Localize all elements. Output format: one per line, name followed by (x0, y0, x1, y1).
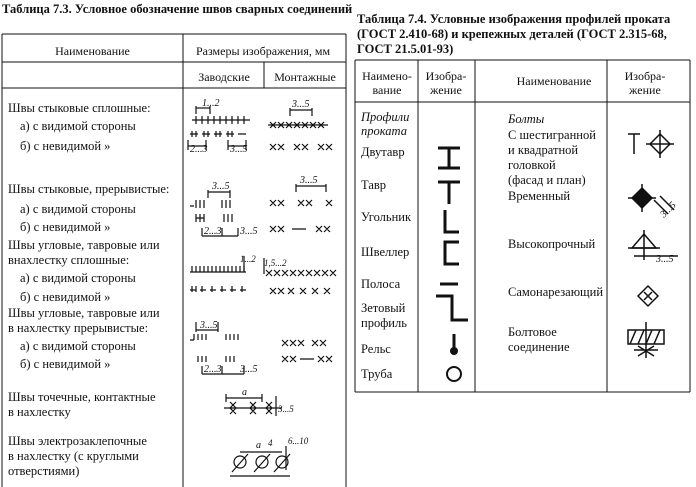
t74-frame (355, 60, 690, 392)
t73-row2-a: а) с видимой стороны (20, 202, 136, 216)
t73-header-sizes: Размеры изображения, мм (195, 44, 331, 58)
table-7-4-caption-3: ГОСТ 21.5.01-93) (357, 42, 454, 56)
profile-symbols (436, 148, 468, 381)
weld-fillet-solid (190, 256, 336, 294)
t73-row2-title: Швы стыковые, прерывистые: (8, 182, 170, 196)
t73-row6-title3: отверстиями) (8, 464, 80, 478)
t74-profile-z-2: профиль (361, 316, 407, 330)
dim-3-5-c: 3...5 (212, 181, 230, 192)
t74-bolt-conn-1: Болтовое (508, 325, 557, 339)
t74-section-bolts: Болты (508, 112, 545, 126)
dim-3-5-a: 3...5 (292, 99, 310, 110)
t73-header-mount: Монтажные (274, 70, 336, 84)
t74-profile-channel: Швеллер (361, 245, 410, 259)
t74-bolt-temp: Временный (508, 189, 571, 203)
t73-row6-title1: Швы электрозаклепочные (8, 434, 147, 448)
table-7-4-caption-1: Таблица 7.4. Условные изображения профилей проката (357, 12, 671, 26)
t73-row3-a: а) с видимой стороны (20, 271, 136, 285)
t74-profile-angle: Угольник (361, 210, 412, 224)
t74-header-img-2: жение (430, 83, 462, 97)
t73-header-factory: Заводские (198, 70, 250, 84)
weld-spot (224, 394, 282, 416)
t74-bolt-hex-2: и квадратной (508, 143, 579, 157)
weld-butt-solid (188, 106, 332, 150)
table-7-3-caption: Таблица 7.3. Условное обозначение швов сварных соединений (2, 2, 353, 16)
t74-bolt-hex-3: головкой (508, 158, 556, 172)
dim-3-5-g: 3...5 (240, 364, 258, 375)
t74-bolt-hex-4: (фасад и план) (508, 173, 586, 187)
t73-row1-a: а) с видимой стороны (20, 119, 136, 133)
angle-icon (445, 210, 459, 232)
channel-icon (445, 242, 459, 264)
t74-section-profiles-2: проката (361, 124, 407, 138)
t73-row5-title1: Швы точечные, контактные (8, 390, 156, 404)
t74-header-name-bolts: Наименование (516, 74, 592, 88)
dim-bolt-3-5-b: 3...5 (656, 254, 674, 265)
bolt-facade-icon (628, 134, 640, 154)
dim-bolt-3-5-a: 3...5 (658, 199, 679, 221)
t73-row6-title2: в нахлестку (с круглыми (8, 449, 139, 463)
t73-row2-b: б) с невидимой » (20, 220, 111, 234)
tee-icon (438, 182, 460, 204)
t74-header-img-bolts-2: жение (629, 83, 661, 97)
t73-row4-title1: Швы угловые, тавровые или (8, 306, 160, 320)
dim-3-5-f: 3...5 (200, 320, 218, 331)
dim-6-10: 6...10 (288, 436, 309, 446)
t74-header-img-bolts-1: Изобра- (624, 69, 666, 83)
t74-header-name-2: вание (372, 83, 402, 97)
t74-profile-z-1: Зетовый (361, 301, 406, 315)
dim-3-5-d: 3...5 (300, 175, 318, 186)
t73-row4-a: а) с видимой стороны (20, 339, 136, 353)
dim-1-2-b: 1...2 (240, 254, 256, 264)
zee-icon (436, 296, 468, 320)
t73-header-name: Наименование (55, 44, 130, 58)
dim-a-2: a (256, 440, 261, 451)
t73-row4-b: б) с невидимой » (20, 357, 111, 371)
t73-row3-title2: внахлестку сплошные: (8, 253, 130, 267)
dim-1-2-a: 1...2 (202, 98, 220, 109)
bolt-connection-icon (628, 322, 664, 358)
t74-header-img-1: Изобра- (425, 69, 467, 83)
t73-row3-b: б) с невидимой » (20, 290, 111, 304)
t74-header-name-1: Наимено- (362, 69, 412, 83)
dim-1-5-2: 1,5...2 (264, 258, 287, 268)
t74-bolt-self: Самонарезающий (508, 285, 604, 299)
dim-2-3-a: 2...3 (190, 144, 208, 155)
t73-row1-title: Швы стыковые сплошные: (8, 101, 151, 115)
t74-bolt-hex-1: С шестигранной (508, 128, 596, 142)
t73-row5-title2: в нахлестку (8, 405, 71, 419)
t74-profile-pipe: Труба (361, 367, 393, 381)
ibeam-icon (438, 148, 460, 168)
dim-2-3-c: 2...3 (204, 364, 222, 375)
t74-profile-strip: Полоса (361, 277, 401, 291)
t73-row4-title2: в нахлестку прерывистые: (8, 321, 149, 335)
pipe-icon (447, 367, 461, 381)
t73-row3-title1: Швы угловые, тавровые или (8, 238, 160, 252)
t74-profile-rail: Рельс (361, 342, 391, 356)
t74-profile-ibeam: Двутавр (361, 145, 405, 159)
dim-4: 4 (268, 438, 273, 448)
t74-section-profiles-1: Профили (361, 110, 410, 124)
dim-2-3-b: 2...3 (204, 226, 222, 237)
t73-row1-b: б) с невидимой » (20, 139, 111, 153)
dim-a-1: a (242, 387, 247, 398)
t74-bolt-high: Высокопрочный (508, 237, 596, 251)
dim-3-5-e: 3...5 (240, 226, 258, 237)
t74-profile-tee: Тавр (361, 178, 387, 192)
dim-3-5-b: 3...5 (230, 144, 248, 155)
dim-3-5-h: 3...5 (278, 404, 294, 414)
bolt-symbols (628, 130, 678, 358)
table-7-4-caption-2: (ГОСТ 2.410-68) и крепежных деталей (ГОСТ 2.315-68, (357, 27, 667, 41)
t74-bolt-conn-2: соединение (508, 340, 570, 354)
